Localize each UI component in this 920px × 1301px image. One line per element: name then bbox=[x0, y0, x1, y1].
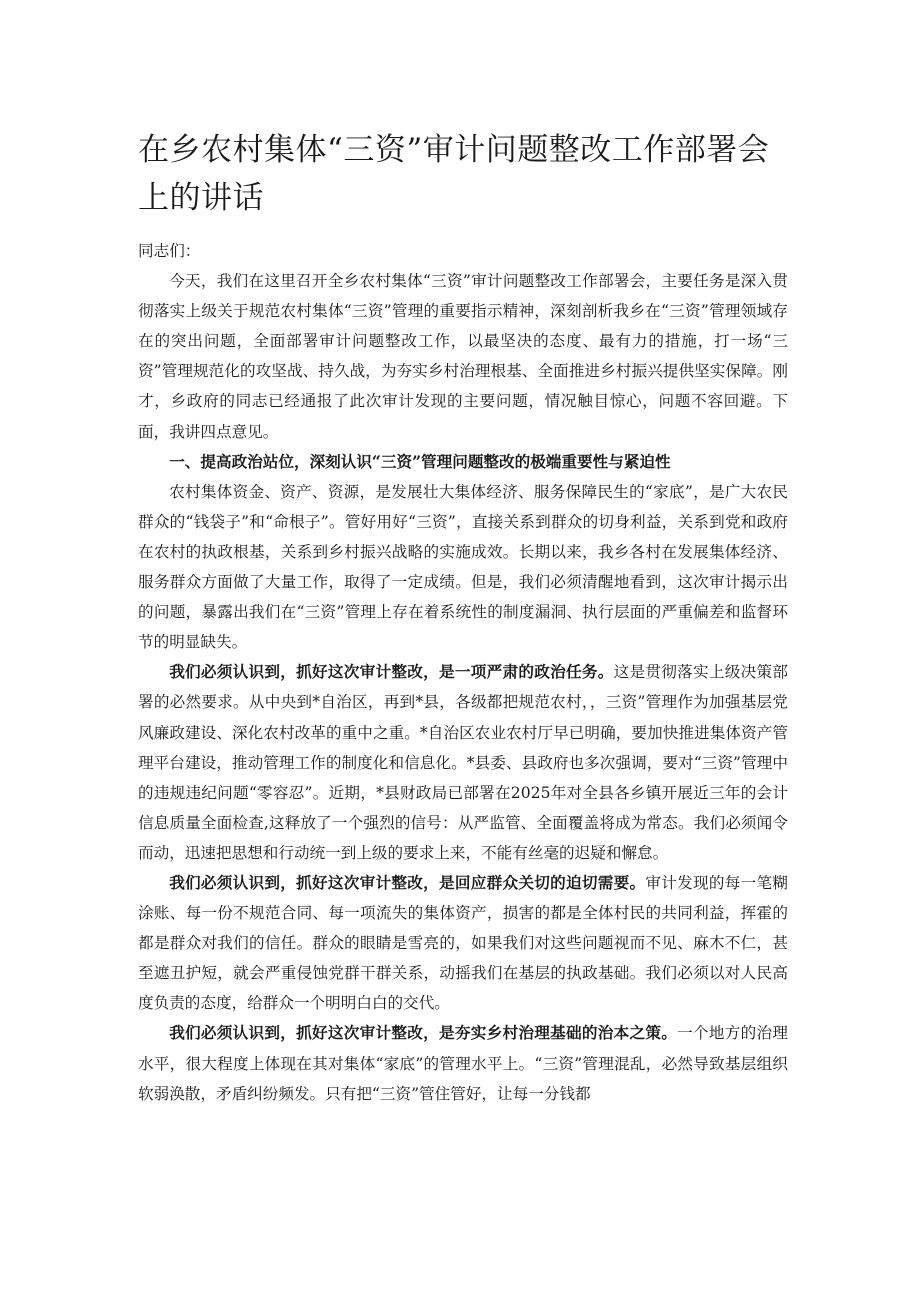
paragraph-governance bbox=[138, 1018, 788, 1108]
paragraph-lead: 我们必须认识到，抓好这次审计整改，是一项严肃的政治任务。 bbox=[169, 662, 614, 682]
paragraph-public-concern bbox=[138, 868, 788, 1018]
paragraph-text: 这是贯彻落实上级决策部署的必然要求。从中央到*自治区，再到*县，各级都把规范农村，，三资”管理作为加强基层党风廉政建设、深化农村改革的重中之重。*自治区农业农村厅早已明确，要加快推进集体资产管理平台建设，推动管理工作的制度化和信息化。*县委、县政府也多次强调，要对“三资”管理中的违规违纪问题“零容忍”。近期，*县财政局已部署在2025年对全县各乡镇开展近三年的会计信息质量全面检查,这释放了一个强烈的信号：从严监管、全面覆盖将成为常态。我们必须闻令而动，迅速把思想和行动统一到上级的要求上来，不能有丝毫的迟疑和懈怠。 bbox=[138, 663, 788, 862]
section-heading-1: 一、提高政治站位，深刻认识“三资”管理问题整改的极端重要性与紧迫性 bbox=[169, 451, 671, 471]
paragraph-text: 审计发现的每一笔糊涂账、每一份不规范合同、每一项流失的集体资产，损害的都是全体村民的共同利益，挥霍的都是群众对我们的信任。群众的眼睛是雪亮的，如果我们对这些问题视而不见、麻木不仁，甚至遮丑护短，就会严重侵蚀党群干群关系，动摇我们在基层的执政基础。我们必须以对人民高度负责的态度，给群众一个明明白白的交代。 bbox=[138, 873, 788, 1013]
salutation: 同志们： bbox=[138, 242, 201, 260]
document-title: 在乡农村集体“三资”审计问题整改工作部署会上的讲话 bbox=[138, 132, 770, 216]
paragraph-lead: 我们必须认识到，抓好这次审计整改，是夯实乡村治理基础的治本之策。 bbox=[169, 1023, 678, 1043]
paragraph-background: 农村集体资金、资产、资源，是发展壮大集体经济、服务保障民生的“家底”，是广大农民群众的“钱袋子”和“命根子”。管好用好“三资”，直接关系到群众的切身利益，关系到党和政府在农村的执政根基，关系到乡村振兴战略的实施成效。长期以来，我乡各村在发展集体经济、服务群众方面做了大量工作，取得了一定成绩。但是，我们必须清醒地看到，这次审计揭示出的问题，暴露出我们在“三资”管理上存在着系统性的制度漏洞、执行层面的严重偏差和监督环节的明显缺失。 bbox=[138, 482, 788, 652]
paragraph-lead: 我们必须认识到，抓好这次审计整改，是回应群众关切的迫切需要。 bbox=[169, 872, 646, 892]
paragraph-text: 一个地方的治理水平，很大程度上体现在其对集体“家底”的管理水平上。“三资”管理混乱，必然导致基层组织软弱涣散，矛盾纠纷频发。只有把“三资”管住管好，让每一分钱都 bbox=[138, 1024, 788, 1103]
document-body bbox=[138, 236, 788, 1109]
paragraph-intro: 今天，我们在这里召开全乡农村集体“三资”审计问题整改工作部署会，主要任务是深入贯彻落实上级关于规范农村集体“三资”管理的重要指示精神，深刻剖析我乡在“三资”管理领域存在的突出问题，全面部署审计问题整改工作，以最坚决的态度、最有力的措施，打一场“三资”管理规范化的攻坚战、持久战，为夯实乡村治理根基、全面推进乡村振兴提供坚实保障。刚才，乡政府的同志已经通报了此次审计发现的主要问题，情况触目惊心，问题不容回避。下面，我讲四点意见。 bbox=[138, 272, 788, 441]
paragraph-political-task bbox=[138, 657, 788, 868]
